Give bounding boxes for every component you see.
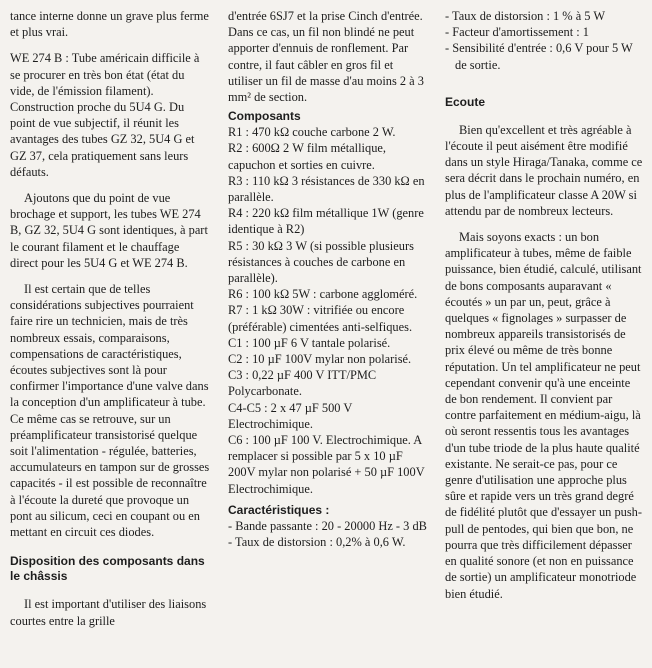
spec-item: - Facteur d'amortissement : 1	[445, 25, 589, 40]
specs-list-continued	[445, 8, 645, 73]
component-item: R5 : 30 kΩ 3 W (si possible plusieurs résistances à couches de carbone en parallèle).	[228, 238, 414, 286]
component-item: C4-C5 : 2 x 47 µF 500 V Electrochimique.	[228, 400, 353, 431]
paragraph-brochage: Ajoutons que du point de vue brochage et support, les tubes WE 274 B, GZ 32, 5U4 G sont identiques, à part le courant filament et le chauffage direct pour les 5U4 G et WE 274 B.	[10, 191, 208, 270]
component-item: R6 : 100 kΩ 5W : carbone aggloméré.	[228, 287, 418, 302]
heading-caracteristiques: Caractéristiques :	[228, 502, 330, 517]
heading-composants: Composants	[228, 109, 301, 124]
component-item: R2 : 600Ω 2 W film métallique, capuchon et sorties en cuivre.	[228, 141, 386, 172]
paragraph-considerations: Il est certain que de telles considérations subjectives pourraient faire rire un technicien, mais de très nombreux essais, comparaisons, compensations de caractéristiques, écoutes subjectives sont là pour confirmer l'importance d'une valve dans la conception d'un amplificateur à tube. Ce même cas se retrouve, sur un préamplificateur transistorisé quelque soit l'alimentation - régulée, batteries, accumulateurs en tampon sur de grosses capacités - il est possible de reconnaître à l'écoute la dureté que provoque un pont au silicum, ceci en coupant ou en mettant en circuit ces diodes.	[10, 282, 210, 540]
component-item: R4 : 220 kΩ film métallique 1W (genre identique à R2)	[228, 206, 424, 237]
heading-disposition: Disposition des composants dans le châssis	[10, 554, 205, 584]
component-item: R7 : 1 kΩ 30W : vitrifiée ou encore (préférable) cimentées anti-selfiques.	[228, 303, 413, 334]
component-item: R3 : 110 kΩ 3 résistances de 330 kΩ en parallèle.	[228, 173, 425, 205]
spec-item: - Sensibilité d'entrée : 0,6 V pour 5 W de sortie.	[445, 41, 633, 72]
spec-item: - Taux de distorsion : 0,2% à 0,6 W.	[228, 535, 406, 550]
paragraph-intro: tance interne donne un grave plus ferme et plus vrai.	[10, 9, 209, 40]
paragraph-we274b: WE 274 B : Tube américain difficile à se procurer en très bon état (état du vide, de l'émission filament). Construction proche du 5U4 G. Du point de vue subjectif, il réunit les avantages des tubes GZ 32, 5U4 G et GZ 37, cela pratiquement sans leurs défauts.	[10, 51, 200, 179]
column-left	[10, 8, 210, 639]
spec-item: - Taux de distorsion : 1 % à 5 W	[445, 9, 606, 23]
spec-item: - Bande passante : 20 - 20000 Hz - 3 dB	[228, 518, 427, 533]
component-item: C2 : 10 µF 100V mylar non polarisé.	[228, 352, 412, 367]
component-item: C1 : 100 µF 6 V tantale polarisé.	[228, 335, 391, 350]
paragraph-cinch: d'entrée 6SJ7 et la prise Cinch d'entrée. Dans ce cas, un fil non blindé ne peut apporter d'ennuis de ronflement. Par contre, il faut câbler en gros fil et utiliser un fil de masse d'au moins 2 à 3 mm² de section.	[228, 9, 424, 105]
component-item: R1 : 470 kΩ couche carbone 2 W.	[228, 125, 396, 140]
component-item: C6 : 100 µF 100 V. Electrochimique. A remplacer si possible par 5 x 10 µF 200V mylar non polarisé + 50 µF 100V Electrochimique.	[228, 433, 425, 496]
paragraph-hiraga: Bien qu'excellent et très agréable à l'écoute il peut aisément être modifié dans un style Hiraga/Tanaka, comme ce sera décrit dans le prochain numéro, en plus de l'amplificateur classe A 20W si attendu par de nombreux lecteurs.	[445, 122, 643, 218]
column-right	[445, 8, 645, 612]
specs-list	[228, 518, 428, 550]
components-list	[228, 124, 428, 497]
component-item: C3 : 0,22 µF 400 V ITT/PMC Polycarbonate.	[228, 368, 377, 399]
paragraph-liaisons: Il est important d'utiliser des liaisons courtes entre la grille	[10, 597, 207, 628]
paragraph-soyons-exacts: Mais soyons exacts : un bon amplificateur à tubes, même de faible puissance, bien étudié, calculé, utilisant de bons composants auparavant « écoutés » un par un, peut, grâce à quelques « fignolages » surpasser de nombreux appareils transistorisés de prix élevé ou même de très bonne réputation. Un tel amplificateur ne peut cependant convenir qu'à une enceinte de bon rendement. Il convient par contre parfaitement en médium-aigu, là où seront ressentis tous les avantages d'un tube triode de la plus haute qualité existante. Ne serait-ce pas, pour ce genre d'utilisation une approche plus sûre et rapide vers un très grand degré de fidélité plutôt que d'essayer un push-pull de pentodes, qui bien que bon, ne pourra que très difficilement dépasser en qualité sonore (et non en puissance de sortie) un amplificateur monotriode bien étudié.	[445, 230, 642, 601]
heading-ecoute: Ecoute	[445, 94, 486, 109]
column-middle	[228, 8, 428, 550]
